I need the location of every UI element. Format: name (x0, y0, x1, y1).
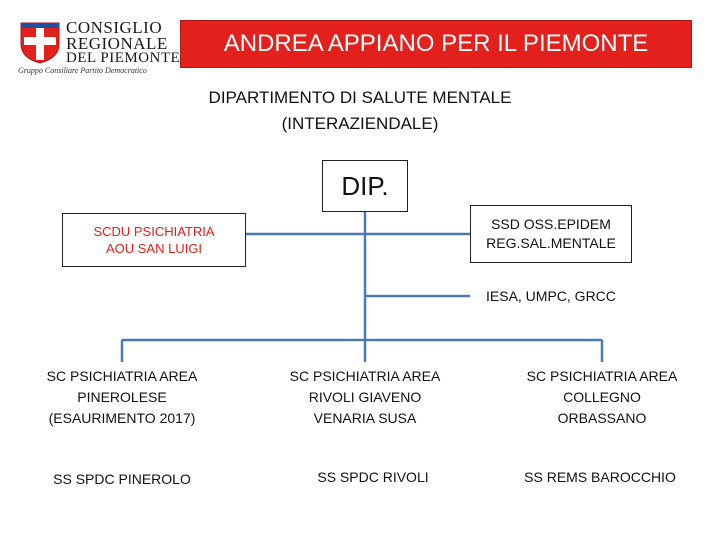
logo-text-line3: DEL PIEMONTE (66, 50, 181, 66)
unit-sub-pinerolo: SS SPDC PINEROLO (53, 471, 191, 487)
unit-line: SC PSICHIATRIA AREA (46, 368, 198, 384)
unit-line: RIVOLI GIAVENO (308, 389, 422, 405)
iesa-label: IESA, UMPC, GRCC (486, 288, 616, 304)
scdu-line2: AOU SAN LUIGI (105, 241, 203, 256)
title-banner (180, 20, 692, 68)
unit-rivoli (265, 366, 465, 429)
unit-line: (ESAURIMENTO 2017) (48, 410, 196, 426)
council-logo (18, 18, 181, 75)
unit-line: SC PSICHIATRIA AREA (526, 368, 678, 384)
ssd-box (470, 205, 632, 263)
unit-pinerolese (22, 366, 222, 429)
logo-text-line2: REGIONALE (66, 34, 168, 53)
banner-title: ANDREA APPIANO PER IL PIEMONTE (223, 30, 649, 57)
unit-line: ORBASSANO (557, 410, 647, 426)
piedmont-cross-emblem-icon (18, 20, 62, 64)
ssd-line2: REG.SAL.MENTALE (486, 235, 616, 251)
unit-line: VENARIA SUSA (313, 410, 417, 426)
unit-collegno (502, 366, 702, 429)
dip-label: DIP. (341, 171, 389, 201)
unit-line: SC PSICHIATRIA AREA (289, 368, 441, 384)
department-heading: DIPARTIMENTO DI SALUTE MENTALE (208, 88, 512, 107)
unit-sub-barocchio: SS REMS BAROCCHIO (524, 469, 676, 485)
dip-box (322, 160, 408, 212)
unit-sub-rivoli: SS SPDC RIVOLI (317, 469, 429, 485)
ssd-line1: SSD OSS.EPIDEM (491, 216, 611, 232)
department-subheading: (INTERAZIENDALE) (281, 114, 439, 133)
logo-subtitle: Gruppo Consiliare Partito Democratico (18, 66, 147, 75)
logo-text-line1: CONSIGLIO (66, 18, 163, 37)
scdu-box (62, 213, 246, 267)
scdu-line1: SCDU PSICHIATRIA (93, 224, 215, 239)
unit-line: COLLEGNO (563, 389, 641, 405)
unit-line: PINEROLESE (77, 389, 167, 405)
